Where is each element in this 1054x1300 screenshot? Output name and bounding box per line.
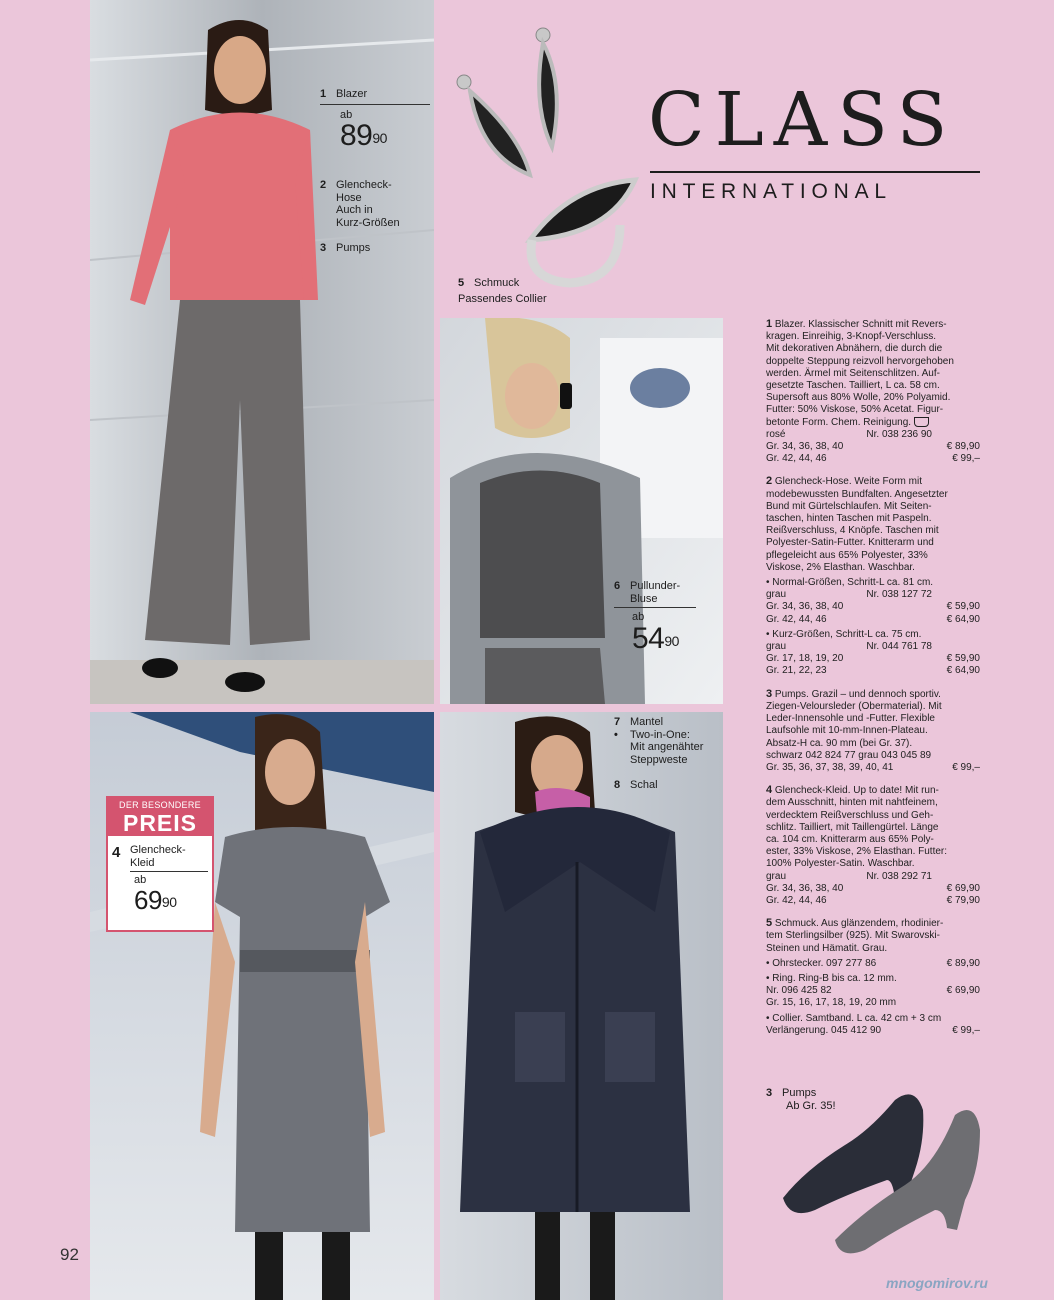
caption-pumps: 3 Pumps Ab Gr. 35! [766,1087,836,1112]
product-descriptions [766,318,980,1043]
price-item-4: $69^{90}$ [134,884,177,915]
special-price-badge: DER BESONDERE PREIS 4 Glencheck- Kleid ab $69^{90}$ [106,796,214,932]
caption-item-6: 6 Pullunder- Bluse ab $54^{90}$ [614,580,696,654]
dry-clean-icon [914,417,929,427]
page-number: 92 [60,1245,79,1264]
price-item-6: $54^{90}$ [632,621,679,655]
watermark: mnogomirov.ru [886,1275,988,1291]
description-item-1: 1 Blazer. Klassischer Schnitt mit Revers- kragen. Einreihig, 3-Knopf-Verschluss. Mit dekorativen Abnähern, die durch die doppelte Steppung reizvoll hervorgehoben werden. Ärmel mit Seitenschlitzen. Auf- gesetzte Taschen. Tailliert, L ca. 58 cm. Supersoft aus 80% Wolle, 20% Polyamid. Futter: 50% Viskose, 50% Acetat. Figur- betonte Form. Chem. Reinigung. rosé Nr. 038 236 90 Gr. 34, 36, 38, 40 € 89,90 Gr. 42, 44, 46 € 99,– [766,318,980,465]
description-item-4: 4 Glencheck-Kleid. Up to date! Mit run- dem Ausschnitt, hinten mit nahtfeinem, verdecktem Reißverschluss und Geh- schlitz. Tailliert, mit Taillengürtel. Länge ca. 104 cm. Knitterarm aus 65% Poly- ester, 33% Viskose, 2% Elasthan. Futter: 100% Polyester-Satin. Waschbar. grau Nr. 038 292 71 Gr. 34, 36, 38, 40 € 69,90 Gr. 42, 44, 46 € 79,90 [766,784,980,906]
brand-logo-class: CLASS [648,77,958,163]
brand-logo-international: INTERNATIONAL [650,180,892,203]
photo-mantel-outfit [440,712,723,1300]
logo-divider [650,171,980,173]
caption-item-2: 2 Glencheck- Hose Auch in Kurz-Größen [320,179,400,229]
badge-main-text: PREIS [122,810,198,836]
caption-item-5: 5 Schmuck Passendes Collier [458,277,547,305]
price-item-1: $89^{90}$ [340,119,387,152]
description-item-2: 2 Glencheck-Hose. Weite Form mit modebewussten Bundfalten. Angesetzter Bund mit Gürtelschlaufen. Mit Seiten- taschen, hinten Taschen mit Paspeln. Reißverschluss, 4 Knöpfe. Taschen mit Polyester-Satin-Futter. Knitterarm und pflegeleicht aus 65% Polyester, 33% Viskose, 2% Elasthan. Waschbar. • Normal-Größen, Schritt-L ca. 81 cm. grau Nr. 038 127 72 Gr. 34, 36, 38, 40 € 59,90 Gr. 42, 44, 46 € 64,90 • Kurz-Größen, Schritt-L ca. 75 cm. grau Nr. 044 761 78 Gr. 17, 18, 19, 20 € 59,90 Gr. 21, 22, 23 € 64,90 [766,475,980,677]
caption-item-3: 3 Pumps [320,242,371,254]
caption-item-1: 1 Blazer ab $89^{90}$ [320,88,430,151]
description-item-3: 3 Pumps. Grazil – und dennoch sportiv. Ziegen-Veloursleder (Obermaterial). Mit Leder-Innensohle und -Futter. Flexible Laufsohle mit 10-mm-Innen-Plateau. Absatz-H ca. 90 mm (bei Gr. 37). schwarz 042 824 77 grau 043 045 89 Gr. 35, 36, 37, 38, 39, 40, 41 € 99,– [766,687,980,773]
caption-item-8: 8 Schal [614,779,658,791]
caption-item-7: 7 Mantel • Two-in-One: Mit angenähter Steppweste [614,716,704,766]
badge-top-text: DER BESONDERE [119,800,201,810]
description-item-5: 5 Schmuck. Aus glänzendem, rhodinier- tem Sterlingsilber (925). Mit Swarovski- Steinen und Hämatit. Grau. • Ohrstecker. 097 277 86 € 89,90 • Ring. Ring-B bis ca. 12 mm. Nr. 096 425 82 € 69,90 Gr. 15, 16, 17, 18, 19, 20 mm • Collier. Samtband. L ca. 42 cm + 3 cm Verlängerung. 045 412 90 € 99,– [766,917,980,1036]
jewelry-image [440,25,640,290]
